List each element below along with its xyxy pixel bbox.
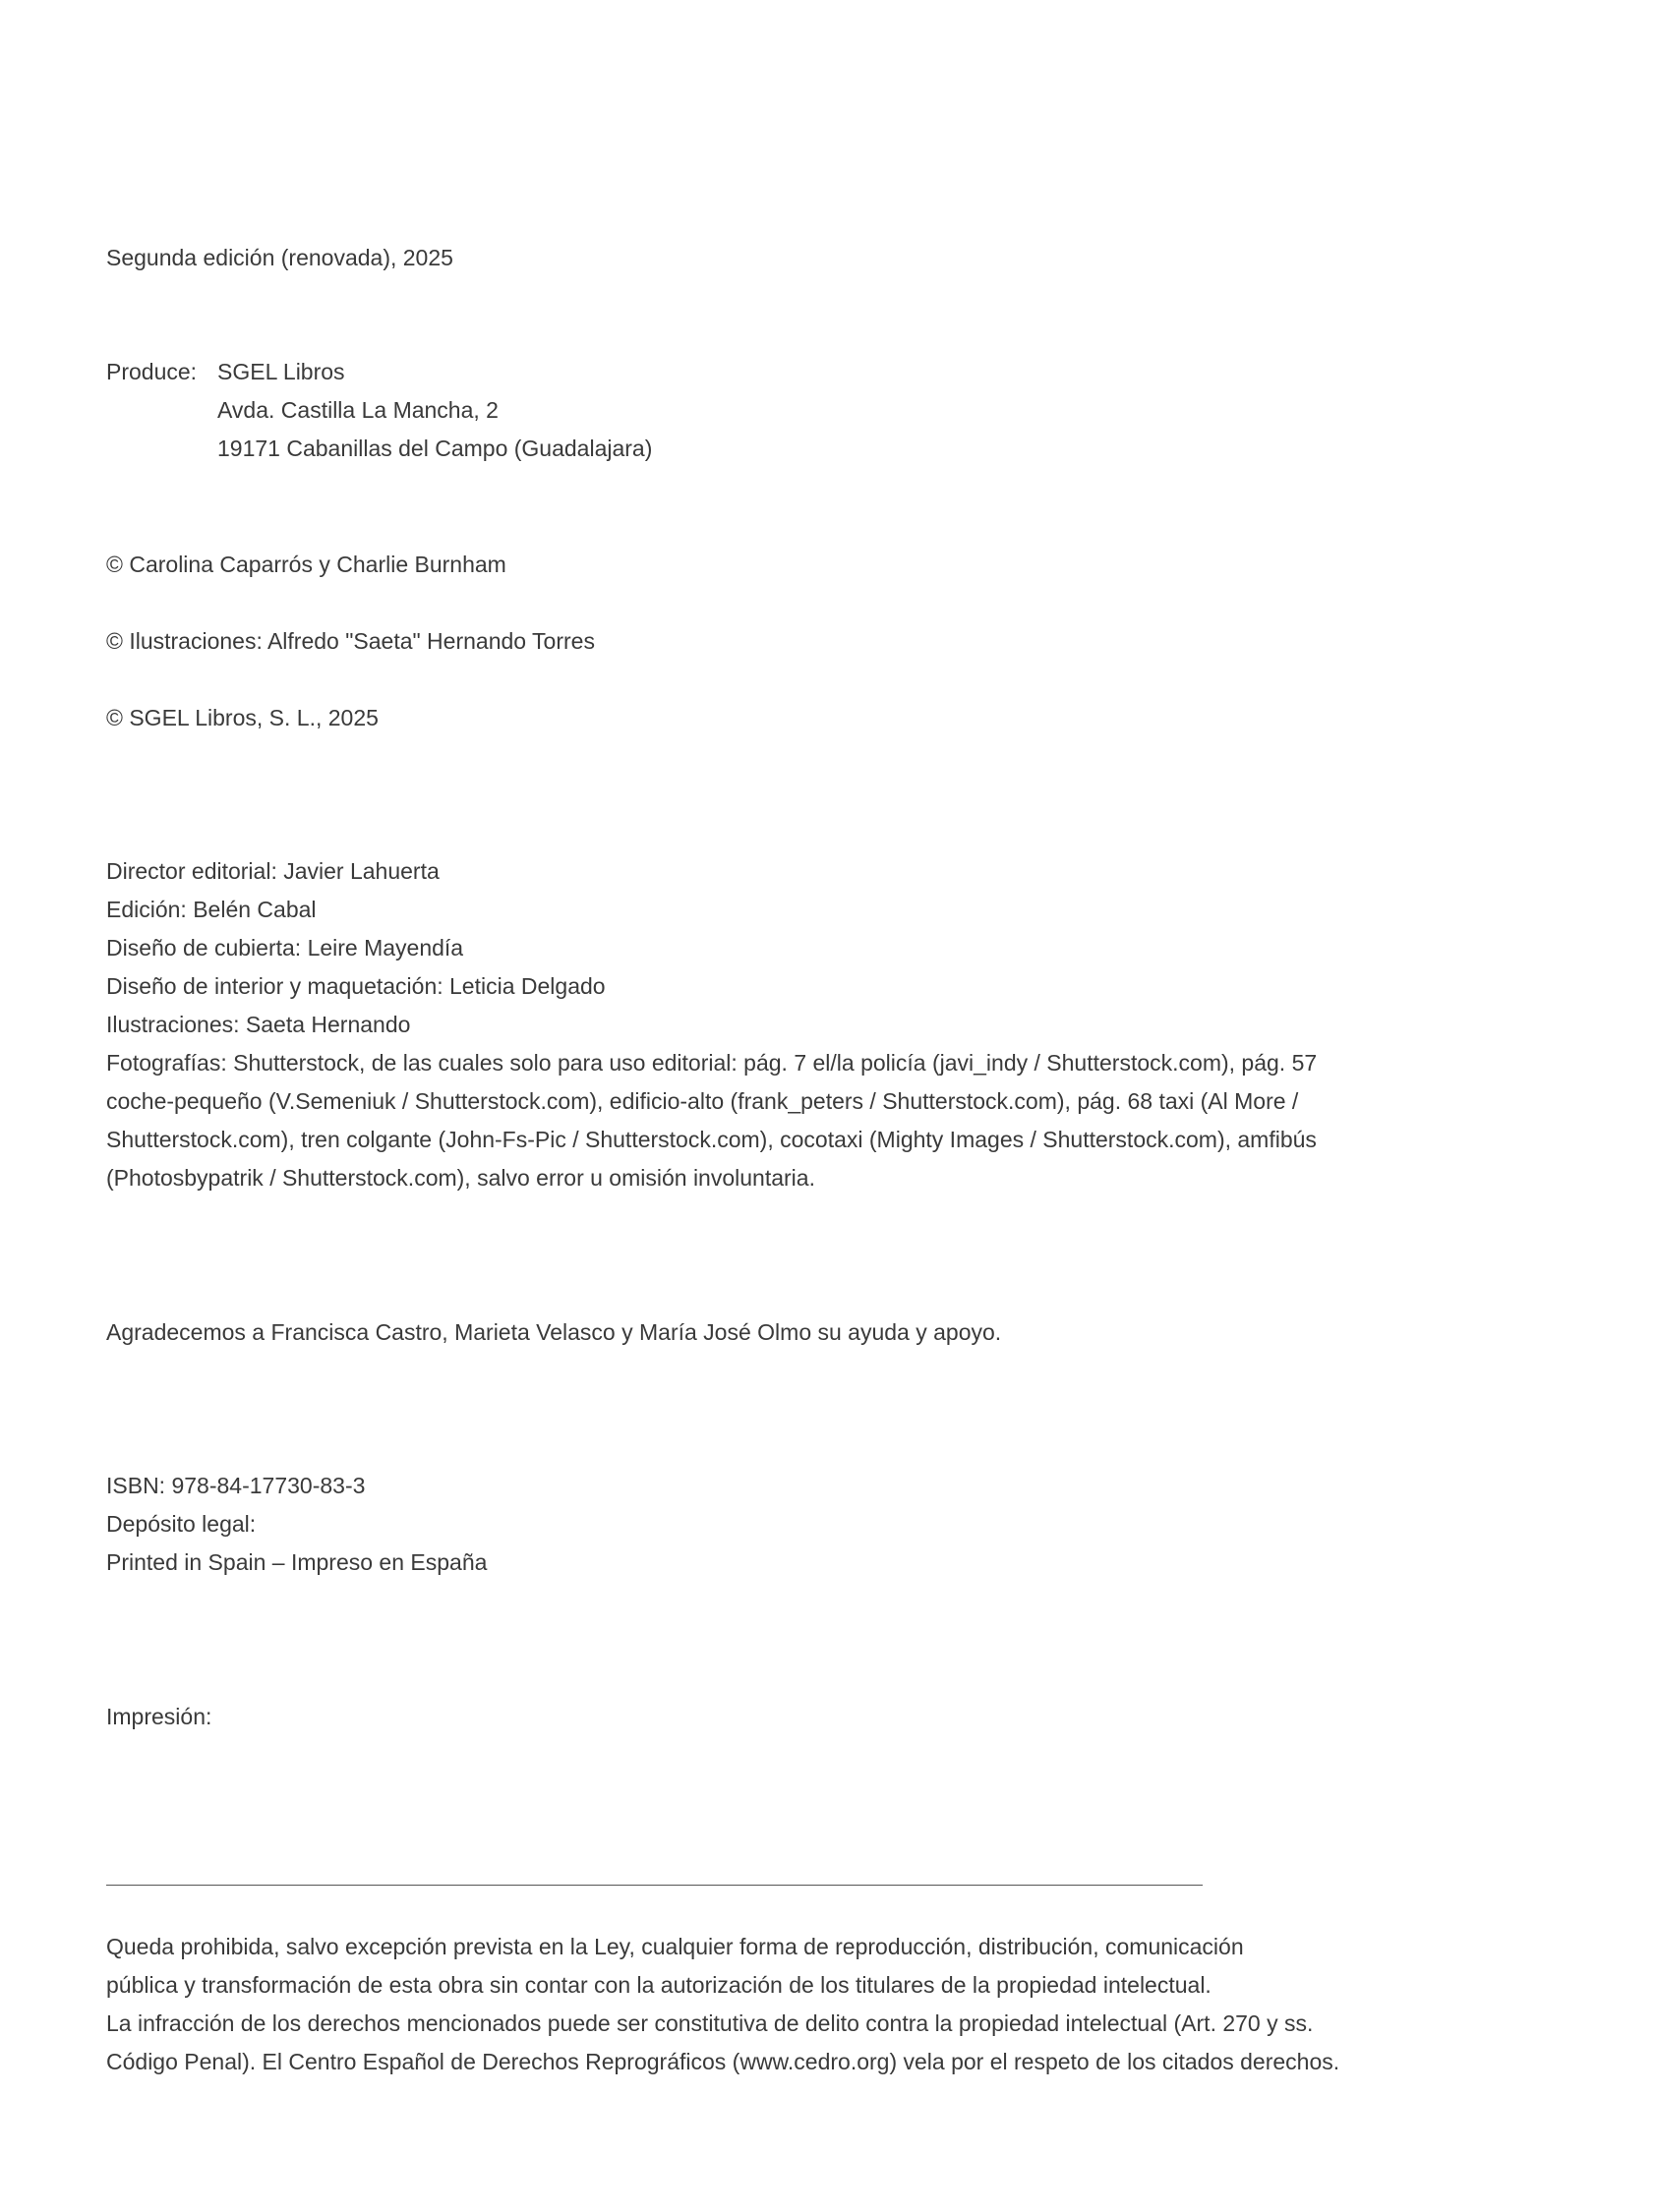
legal-line4: Código Penal). El Centro Español de Derechos Reprográficos (www.cedro.org) vela por el respeto de los citados derechos.	[106, 2049, 1340, 2074]
legal-line1: Queda prohibida, salvo excepción prevista en la Ley, cualquier forma de reproducción, distribución, comunicación	[106, 1934, 1244, 1959]
printed-in: Printed in Spain – Impreso en España	[106, 1549, 488, 1575]
legal-line2: pública y transformación de esta obra sin contar con la autorización de los titulares de la propiedad intelectual.	[106, 1972, 1212, 1998]
producer-address-line2: 19171 Cabanillas del Campo (Guadalajara)	[217, 436, 653, 461]
producer-block	[106, 353, 1483, 468]
copyright-illustrations-section	[106, 622, 1483, 661]
copyright-publisher-section	[106, 699, 1483, 737]
edition-text: Segunda edición (renovada), 2025	[106, 245, 453, 270]
producer-label: Produce:	[106, 359, 198, 384]
credit-illustrations: Ilustraciones: Saeta Hernando	[106, 1012, 411, 1037]
copyright-authors-section	[106, 546, 1483, 584]
acknowledgment-text: Agradecemos a Francisca Castro, Marieta Velasco y María José Olmo su ayuda y apoyo.	[106, 1319, 1002, 1345]
legal-deposit: Depósito legal:	[106, 1511, 257, 1537]
producer-address-line1: Avda. Castilla La Mancha, 2	[217, 397, 499, 423]
credit-photographs-line2: coche-pequeño (V.Semeniuk / Shutterstock.com), edificio-alto (frank_peters / Shutterstock.com), pág. 68 taxi (Al More /	[106, 1088, 1299, 1114]
printing-section	[106, 1698, 1483, 1736]
credit-photographs-line1: Fotografías: Shutterstock, de las cuales solo para uso editorial: pág. 7 el/la policía (javi_indy / Shutterstock.com), pág. 57	[106, 1050, 1318, 1076]
acknowledgment-section	[106, 1313, 1483, 1352]
credit-photographs-line4: (Photosbypatrik / Shutterstock.com), salvo error u omisión involuntaria.	[106, 1165, 815, 1191]
producer-name: SGEL Libros	[217, 359, 345, 384]
copyright-publisher: © SGEL Libros, S. L., 2025	[106, 705, 379, 730]
credit-director: Director editorial: Javier Lahuerta	[106, 858, 440, 884]
credit-edition: Edición: Belén Cabal	[106, 897, 317, 922]
edition-section	[106, 239, 1483, 277]
credit-photographs-line3: Shutterstock.com), tren colgante (John-Fs-Pic / Shutterstock.com), cocotaxi (Mighty Images / Shutterstock.com), amfibús	[106, 1127, 1317, 1152]
producer-section	[106, 353, 1483, 468]
legal-notice-section	[106, 1928, 1483, 2081]
producer-details	[217, 353, 652, 468]
printing-label: Impresión:	[106, 1704, 212, 1729]
copyright-authors: © Carolina Caparrós y Charlie Burnham	[106, 552, 506, 577]
copyright-illustrations: © Ilustraciones: Alfredo "Saeta" Hernando Torres	[106, 628, 595, 654]
credit-interior-design: Diseño de interior y maquetación: Leticia Delgado	[106, 973, 606, 999]
isbn: ISBN: 978-84-17730-83-3	[106, 1473, 366, 1498]
legal-line3: La infracción de los derechos mencionados puede ser constitutiva de delito contra la propiedad intelectual (Art. 270 y ss.	[106, 2010, 1314, 2036]
divider	[106, 1885, 1203, 1886]
publication-section	[106, 1467, 1483, 1582]
credit-cover-design: Diseño de cubierta: Leire Mayendía	[106, 935, 464, 960]
credits-section	[106, 852, 1483, 1197]
